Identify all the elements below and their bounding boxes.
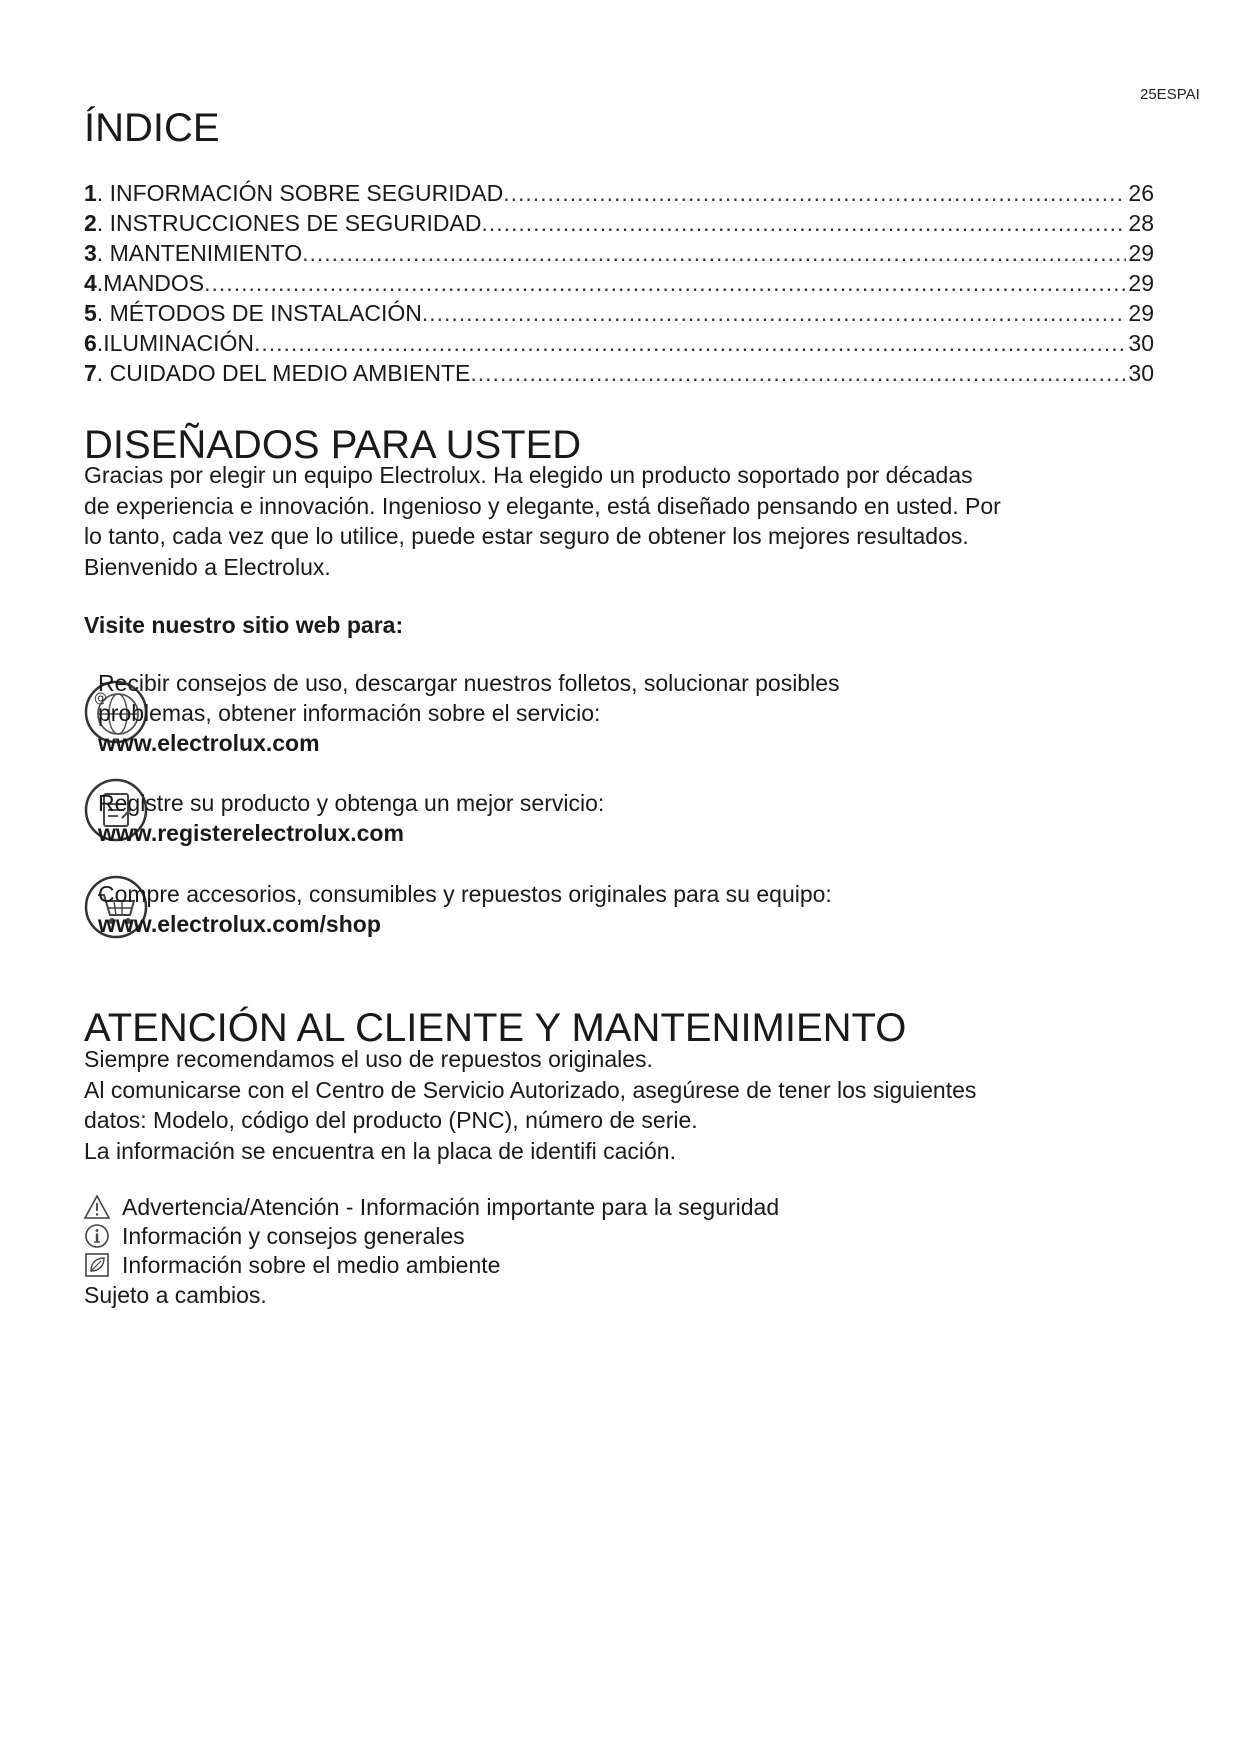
warning-triangle-icon	[84, 1194, 110, 1220]
symbol-environment	[84, 1250, 500, 1280]
web-description-line: problemas, obtener información sobre el servicio:	[98, 700, 601, 726]
toc-entry[interactable]	[84, 358, 1154, 388]
toc-label: INSTRUCCIONES DE SEGURIDAD	[109, 210, 482, 236]
paragraph-line: La información se encuentra en la placa de identifi cación.	[84, 1137, 676, 1164]
toc-number: 7	[84, 360, 97, 386]
toc-label: MÉTODOS DE INSTALACIÓN	[109, 300, 422, 326]
toc-page: 29	[1128, 270, 1154, 296]
toc-entry[interactable]	[84, 328, 1154, 358]
paragraph-line: Al comunicarse con el Centro de Servicio Autorizado, asegúrese de tener los siguientes	[84, 1076, 977, 1103]
symbol-text: Advertencia/Atención - Información importante para la seguridad	[122, 1194, 780, 1220]
web-link-shop[interactable]: www.electrolux.com/shop	[98, 911, 381, 937]
toc-separator: .	[96, 300, 110, 326]
toc-page: 30	[1128, 330, 1154, 356]
web-description	[98, 668, 840, 758]
toc-label: MANTENIMIENTO	[109, 240, 303, 266]
toc-leader	[302, 238, 1126, 268]
toc-label: INFORMACIÓN SOBRE SEGURIDAD	[109, 180, 504, 206]
paragraph-line: Bienvenido a Electrolux.	[84, 553, 331, 580]
designed-title: DISEÑADOS PARA USTED	[84, 423, 582, 467]
toc-number: 3	[84, 240, 97, 266]
info-icon	[84, 1223, 110, 1249]
toc-separator: .	[96, 180, 110, 206]
toc-entry[interactable]	[84, 268, 1154, 298]
web-link-register[interactable]: www.registerelectrolux.com	[98, 820, 404, 846]
table-of-contents	[84, 178, 1154, 388]
web-description-line: Registre su producto y obtenga un mejor servicio:	[98, 790, 605, 816]
symbol-text: Información sobre el medio ambiente	[122, 1252, 501, 1278]
designed-paragraph	[84, 460, 1001, 582]
paragraph-line: Gracias por elegir un equipo Electrolux. Ha elegido un producto soportado por décadas	[84, 462, 973, 488]
svg-text:@: @	[94, 691, 107, 706]
toc-entry[interactable]	[84, 178, 1154, 208]
toc-leader	[204, 268, 1126, 298]
toc-leader	[470, 358, 1126, 388]
paragraph-line: de experiencia e innovación. Ingenioso y elegante, está diseñado pensando en usted. Por	[84, 492, 1001, 519]
toc-number: 6	[84, 330, 97, 356]
toc-leader	[254, 328, 1126, 358]
paragraph-line: Siempre recomendamos el uso de repuestos originales.	[84, 1046, 653, 1072]
visit-label: Visite nuestro sitio web para:	[84, 612, 404, 638]
customer-title: ATENCIÓN AL CLIENTE Y MANTENIMIENTO	[84, 1006, 907, 1050]
environment-leaf-icon	[84, 1252, 110, 1278]
web-description	[98, 788, 604, 848]
document-code: 25ESPAI	[1140, 86, 1200, 103]
toc-page: 29	[1128, 300, 1154, 326]
toc-label: MANDOS	[103, 270, 205, 296]
toc-entry[interactable]	[84, 238, 1154, 268]
toc-leader	[481, 208, 1126, 238]
toc-separator: .	[96, 360, 110, 386]
toc-separator: .	[96, 270, 104, 296]
toc-page: 26	[1128, 180, 1154, 206]
web-description-line: Recibir consejos de uso, descargar nuestros folletos, solucionar posibles	[98, 670, 840, 696]
toc-leader	[503, 178, 1126, 208]
toc-number: 4	[84, 270, 97, 296]
index-title: ÍNDICE	[84, 106, 220, 150]
toc-page: 29	[1128, 240, 1154, 266]
web-link-support[interactable]: www.electrolux.com	[98, 730, 320, 756]
web-block-shop	[84, 879, 984, 949]
toc-leader	[422, 298, 1127, 328]
toc-page: 28	[1128, 210, 1154, 236]
toc-number: 5	[84, 300, 97, 326]
toc-label: CUIDADO DEL MEDIO AMBIENTE	[109, 360, 471, 386]
toc-separator: .	[96, 240, 110, 266]
toc-separator: .	[96, 210, 110, 236]
web-block-register	[84, 788, 984, 858]
toc-number: 1	[84, 180, 97, 206]
web-description	[98, 879, 832, 939]
toc-page: 30	[1128, 360, 1154, 386]
customer-paragraph	[84, 1044, 976, 1166]
symbol-text: Información y consejos generales	[122, 1223, 465, 1249]
web-block-support	[84, 668, 984, 758]
toc-entry[interactable]	[84, 298, 1154, 328]
toc-separator: .	[96, 330, 104, 356]
web-description-line: Compre accesorios, consumibles y repuestos originales para su equipo:	[98, 881, 832, 907]
toc-number: 2	[84, 210, 97, 236]
paragraph-line: lo tanto, cada vez que lo utilice, puede estar seguro de obtener los mejores resultados.	[84, 523, 969, 549]
symbol-info	[84, 1221, 465, 1251]
subject-to-change: Sujeto a cambios.	[84, 1282, 267, 1308]
toc-label: ILUMINACIÓN	[103, 330, 254, 356]
paragraph-line: datos: Modelo, código del producto (PNC), número de serie.	[84, 1107, 698, 1133]
toc-entry[interactable]	[84, 208, 1154, 238]
symbol-warning	[84, 1192, 779, 1222]
